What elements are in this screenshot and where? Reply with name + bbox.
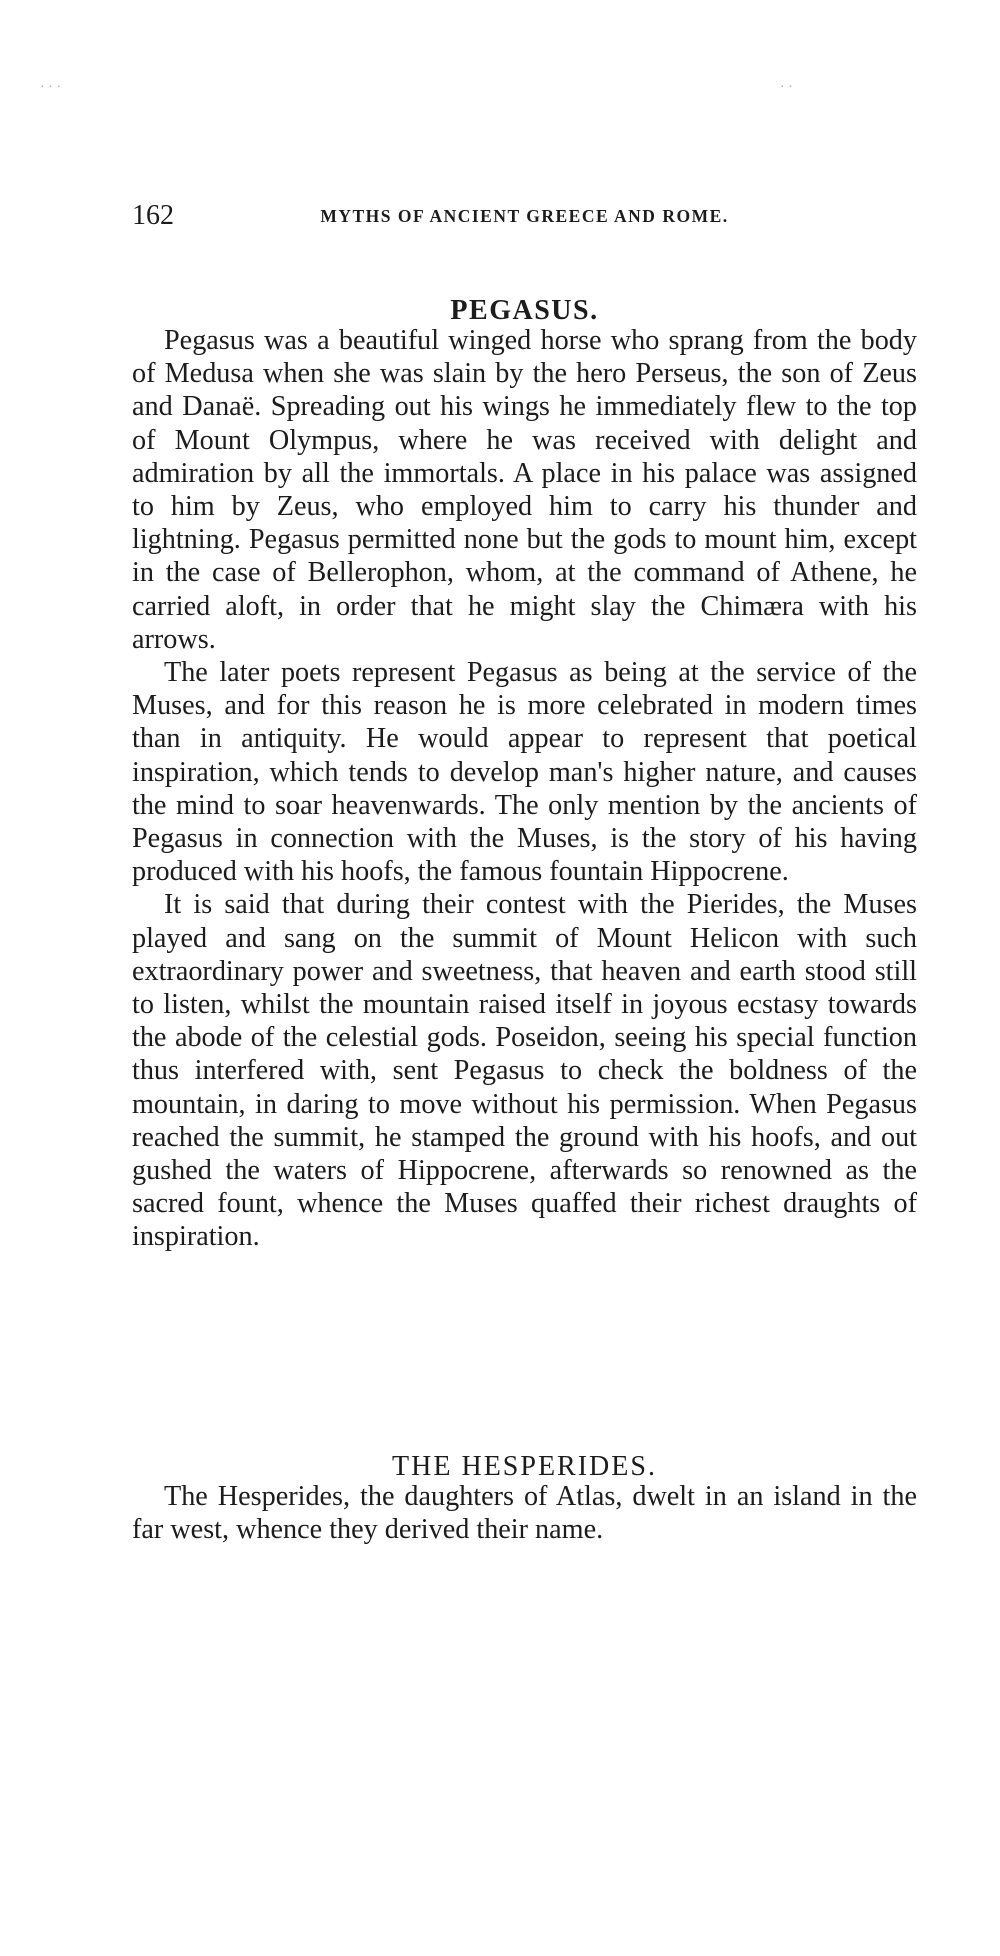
scan-speck: · · [780,80,793,95]
section-heading-hesperides: THE HESPERIDES. [392,1451,657,1483]
paragraph: It is said that during their contest with the Pierides, the Muses played and sang on the summit of Mount Helicon with such extraordinary power and sweetness, that heaven and earth stood still to listen, whilst the mountain raised itself in joyous ecstasy towards the abode of the celestial gods. Poseidon, seeing his special function thus interfered with, sent Pegasus to check the boldness of the mountain, in daring to move without his permission. When Pegasus reached the summit, he stamped the ground with his hoofs, and out gushed the waters of Hippocrene, afterwards so renowned as the sacred fount, whence the Muses quaffed their richest draughts of inspiration. [132,889,917,1253]
section-heading-pegasus: PEGASUS. [450,295,599,327]
section-body-hesperides [132,1480,917,1546]
paragraph: The Hesperides, the daughters of Atlas, dwelt in an island in the far west, whence they derived their name. [132,1481,917,1546]
scan-speck: · · · [40,80,61,95]
paragraph: The later poets represent Pegasus as being at the service of the Muses, and for this reason he is more celebrated in modern times than in antiquity. He would appear to represent that poetical inspiration, which tends to develop man's higher nature, and causes the mind to soar heavenwards. The only mention by the ancients of Pegasus in connection with the Muses, is the story of his having produced with his hoofs, the famous fountain Hippocrene. [132,657,917,888]
section-body-pegasus [132,324,917,1254]
page-header [132,200,917,240]
page-number: 162 [132,200,174,231]
running-title: MYTHS OF ANCIENT GREECE AND ROME. [320,206,729,226]
paragraph: Pegasus was a beautiful winged horse who sprang from the body of Medusa when she was slain by the hero Perseus, the son of Zeus and Danaë. Spreading out his wings he immediately flew to the top of Mount Olympus, where he was received with delight and admiration by all the immortals. A place in his palace was assigned to him by Zeus, who employed him to carry his thunder and lightning. Pegasus permitted none but the gods to mount him, except in the case of Bellerophon, whom, at the command of Athene, he carried aloft, in order that he might slay the Chimæra with his arrows. [132,325,917,655]
